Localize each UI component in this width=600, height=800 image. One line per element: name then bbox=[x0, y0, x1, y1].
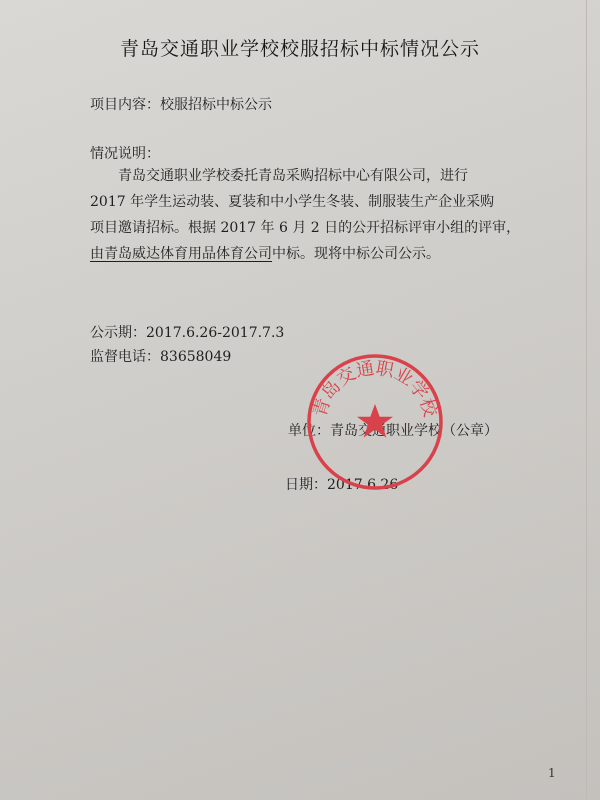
project-line: 项目内容：校服招标中标公示 bbox=[90, 97, 272, 113]
page-edge-divider bbox=[586, 0, 587, 800]
official-seal bbox=[305, 352, 445, 492]
winning-company: 由青岛威达体育用品体育公司 bbox=[90, 246, 272, 262]
paragraph-line-2: 2017 年学生运动装、夏装和中小学生冬装、制服装生产企业采购 bbox=[90, 194, 495, 210]
signature-unit: 单位：青岛交通职业学校（公章） bbox=[288, 423, 498, 439]
page-number: 1 bbox=[548, 766, 556, 780]
description-label: 情况说明： bbox=[90, 146, 160, 162]
signature-date: 日期：2017.6.26 bbox=[285, 477, 399, 493]
paragraph-line-4 bbox=[90, 243, 440, 263]
star-icon bbox=[357, 404, 393, 438]
seal-text: 青岛交通职业学校 bbox=[309, 357, 441, 420]
paragraph-line-1: 青岛交通职业学校委托青岛采购招标中心有限公司，进行 bbox=[118, 168, 468, 184]
paragraph-line-3: 项目邀请招标。根据 2017 年 6 月 2 日的公开招标评审小组的评审， bbox=[90, 220, 521, 236]
publicity-period: 公示期：2017.6.26-2017.7.3 bbox=[90, 325, 285, 341]
page-title: 青岛交通职业学校校服招标中标情况公示 bbox=[119, 38, 480, 60]
supervision-phone: 监督电话：83658049 bbox=[90, 349, 232, 365]
paragraph-line-4-rest: 中标。现将中标公司公示。 bbox=[272, 246, 440, 262]
